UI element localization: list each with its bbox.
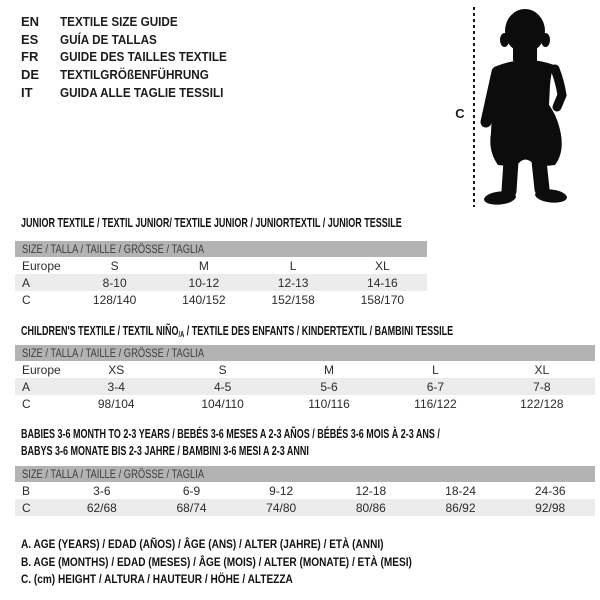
size-cell: 92/98 bbox=[535, 500, 566, 515]
size-cell: 9-12 bbox=[269, 483, 294, 498]
row-label: Europe bbox=[22, 362, 61, 377]
row-label: C bbox=[22, 396, 31, 411]
size-cell: L bbox=[432, 362, 439, 377]
size-cell: M bbox=[198, 258, 209, 273]
language-code: EN bbox=[21, 14, 40, 30]
size-cell: 152/158 bbox=[271, 292, 315, 307]
size-cell: 5-6 bbox=[320, 379, 338, 394]
size-cell: 4-5 bbox=[213, 379, 232, 394]
size-cell: 98/104 bbox=[97, 396, 135, 411]
footnote-b: B. AGE (MONTHS) / EDAD (MESES) / ÂGE (MOIS) / ALTER (MONATE) / ETÀ (MESI) bbox=[21, 554, 412, 569]
size-cell: 80/86 bbox=[355, 500, 386, 515]
row-label: Europe bbox=[22, 258, 61, 273]
size-cell: 12-13 bbox=[277, 275, 309, 290]
size-cell: 6-9 bbox=[182, 483, 201, 498]
language-label: TEXTILGRÖßENFÜHRUNG bbox=[60, 67, 209, 83]
size-cell: S bbox=[110, 258, 119, 273]
size-cell: 24-36 bbox=[534, 483, 566, 498]
children-table-title: CHILDREN'S TEXTILE / TEXTIL NIÑO/A / TEXTILE DES ENFANTS / KINDERTEXTIL / BAMBINI TESSILE bbox=[21, 324, 454, 339]
size-cell: 14-16 bbox=[367, 275, 398, 290]
children-size-table bbox=[15, 345, 595, 412]
size-cell: 158/170 bbox=[360, 292, 405, 307]
language-label: GUIDA ALLE TAGLIE TESSILI bbox=[60, 84, 224, 100]
size-cell: 122/128 bbox=[520, 396, 564, 411]
language-code: ES bbox=[21, 31, 39, 47]
size-cell: S bbox=[218, 362, 227, 377]
row-label: C bbox=[22, 500, 31, 515]
language-label: TEXTILE SIZE GUIDE bbox=[60, 14, 178, 30]
row-label: C bbox=[22, 292, 31, 307]
size-cell: 104/110 bbox=[201, 396, 244, 411]
size-row-europe bbox=[15, 257, 427, 274]
size-cell: 8-10 bbox=[102, 275, 127, 290]
row-label: B bbox=[22, 483, 31, 498]
size-header-bar: SIZE / TALLA / TAILLE / GRÖSSE / TAGLIA bbox=[15, 345, 595, 361]
language-code: FR bbox=[21, 49, 39, 65]
size-cell: XL bbox=[534, 362, 550, 377]
junior-table-title: JUNIOR TEXTILE / TEXTIL JUNIOR/ TEXTILE JUNIOR / JUNIORTEXTIL / JUNIOR TESSILE bbox=[21, 216, 402, 230]
size-cell: 86/92 bbox=[445, 500, 476, 515]
size-cell: 74/80 bbox=[266, 500, 297, 515]
height-measure-label: C bbox=[455, 106, 465, 121]
size-row-c bbox=[15, 499, 595, 516]
size-cell: 3-6 bbox=[93, 483, 111, 498]
size-row-c bbox=[15, 291, 427, 308]
size-cell: 3-4 bbox=[107, 379, 125, 394]
size-cell: M bbox=[324, 362, 335, 377]
height-measure-line bbox=[473, 7, 475, 207]
size-row-a bbox=[15, 378, 595, 395]
size-cell: 140/152 bbox=[182, 292, 226, 307]
size-cell: 110/116 bbox=[308, 396, 350, 411]
language-label: GUÍA DE TALLAS bbox=[60, 31, 157, 47]
language-row-en bbox=[21, 13, 245, 31]
size-cell: XS bbox=[108, 362, 125, 377]
size-cell: 68/74 bbox=[176, 500, 207, 515]
size-row-a bbox=[15, 274, 427, 291]
size-header-bar: SIZE / TALLA / TAILLE / GRÖSSE / TAGLIA bbox=[15, 241, 427, 257]
language-row-it bbox=[21, 83, 245, 101]
size-cell: 6-7 bbox=[426, 379, 445, 394]
language-row-es bbox=[21, 31, 245, 49]
size-cell: 18-24 bbox=[445, 483, 476, 498]
language-row-fr bbox=[21, 48, 245, 66]
size-cell: 128/140 bbox=[92, 292, 137, 307]
size-row-b bbox=[15, 482, 595, 499]
language-label: GUIDE DES TAILLES TEXTILE bbox=[60, 49, 227, 65]
junior-size-table bbox=[15, 241, 427, 308]
language-row-de bbox=[21, 66, 245, 84]
size-cell: 116/122 bbox=[414, 396, 457, 411]
footnotes bbox=[21, 537, 486, 590]
footnote-a: A. AGE (YEARS) / EDAD (AÑOS) / ÂGE (ANS) / ALTER (JAHRE) / ETÀ (ANNI) bbox=[21, 537, 384, 551]
size-cell: 62/68 bbox=[86, 500, 117, 515]
size-cell: XL bbox=[375, 258, 390, 273]
size-cell: L bbox=[289, 258, 297, 273]
footnote-c: C. (cm) HEIGHT / ALTURA / HAUTEUR / HÖHE / ALTEZZA bbox=[21, 572, 293, 586]
babies-table-title: BABIES 3-6 MONTH TO 2-3 YEARS / BEBÉS 3-6 MESES A 2-3 AÑOS / BÉBÉS 3-6 MOIS À 2-3 ANS / BABYS 3-6 MONATE BIS 2-3 JAHRE / BAMBINI 3-6 MESI A 2-3 ANNI bbox=[21, 427, 440, 458]
babies-size-table bbox=[15, 466, 595, 516]
size-row-c bbox=[15, 395, 595, 412]
language-list bbox=[21, 13, 245, 101]
title-subscript: /A bbox=[178, 330, 185, 339]
language-code: IT bbox=[21, 84, 33, 100]
size-cell: 12-18 bbox=[355, 483, 387, 498]
row-label: A bbox=[22, 379, 31, 394]
language-code: DE bbox=[21, 67, 40, 83]
baby-figure bbox=[450, 4, 595, 210]
size-cell: 10-12 bbox=[188, 275, 220, 290]
size-row-europe bbox=[15, 361, 595, 378]
baby-silhouette-icon bbox=[478, 5, 585, 208]
size-header-bar: SIZE / TALLA / TAILLE / GRÖSSE / TAGLIA bbox=[15, 466, 595, 482]
row-label: A bbox=[22, 275, 31, 290]
size-cell: 7-8 bbox=[533, 379, 551, 394]
